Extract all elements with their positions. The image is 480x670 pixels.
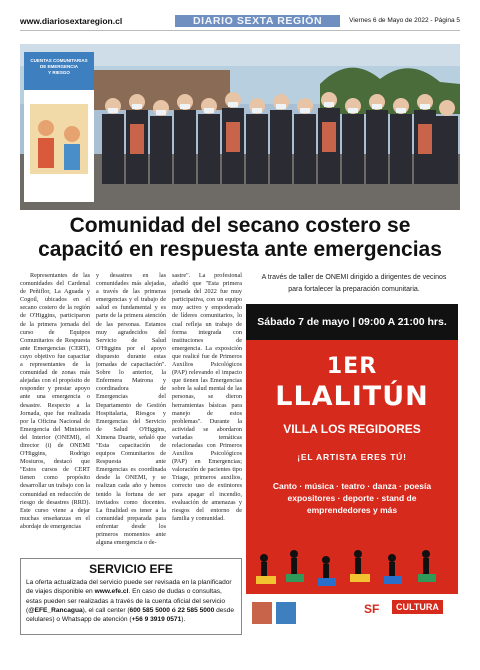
poster-subtitle: VILLA LOS REGIDORES bbox=[283, 422, 421, 436]
efe-phones: 600 585 5000 ó 22 585 5000 bbox=[129, 606, 215, 614]
group-photo bbox=[20, 44, 460, 210]
efe-title: SERVICIO EFE bbox=[89, 562, 173, 576]
poster-tagline: ¡EL ARTISTA ERES TÚ! bbox=[297, 452, 407, 462]
page-header bbox=[20, 14, 460, 31]
community-logo-icon bbox=[276, 602, 296, 624]
issue-date: Viernes 6 de Mayo de 2022 - Página 5 bbox=[349, 17, 460, 24]
logo-cultura: CULTURA bbox=[392, 600, 443, 614]
photo-caption: A través de taller de ONEMI dirigido a dirigentes de vecinos para fortalecer la preparación comunitaria. bbox=[261, 274, 447, 293]
poster-activities: Canto · música · teatro · danza · poesía expositores · deporte · stand de emprendedores y más bbox=[272, 481, 432, 515]
photo-banner-text: CUENTAS COMUNITARIAS DE EMERGENCIA Y RIESGO bbox=[30, 58, 88, 75]
article-body bbox=[20, 272, 242, 557]
poster-title: 1ER LLALITÚN bbox=[275, 354, 429, 412]
efe-text: La oferta actualizada del servicio puede ser revisada en la planificador de viajes disponible en www.efe.cl. En caso de dudas o consultas, estas pueden ser realizadas a través de la cuenta oficial del servicio (@EFE_Rancagua), el call center (600 585 5000 ó 22 585 5000 desde celulares) o Whatsapp de atención (+56 9 3919 0571). bbox=[26, 579, 235, 624]
site-url[interactable]: www.diariosextaregion.cl bbox=[20, 16, 123, 26]
poster-footer bbox=[246, 594, 458, 634]
article-column-1: Representantes de las comunidades del Cardenal de Peñiflor, La Aguada y Cogoil, ubicados en el secano costero de la región de O'Higgins, participaron de la primera jornada del curso de Equipos Comunitarios de Respuesta ante Emergencias (CERT), cuyo objetivo fue capacitar a representantes de la comunidad de zonas más alejadas con el propósito de responder y prestar apoyo ante una emergencia o desastre. Respecto a la Jornada, que fue realizada por la Oficina Nacional de Emergencia del Ministerio del Interior (ONEMI), el director (i) de ONEMI O'Higgins, Rodrigo Mosiuros, destacó que "Estos cursos de CERT tienen como propósito desarrollar un trabajo con la comunidad en reducción de riesgo de desastres (RRD). Este curso viene a dejar muchas enseñanzas en el abordaje de emergencias bbox=[20, 272, 90, 530]
dancers-illustration bbox=[246, 544, 458, 594]
efe-whatsapp: +56 9 3919 0571 bbox=[131, 616, 182, 624]
newspaper-title: DIARIO SEXTA REGIÓN bbox=[175, 15, 340, 27]
logo-sf: SF bbox=[364, 602, 380, 616]
municipal-logo-icon bbox=[252, 602, 272, 624]
article-headline: Comunidad del secano costero se capacitó en respuesta ante emergencias bbox=[38, 214, 442, 261]
event-poster bbox=[246, 304, 458, 634]
efe-handle[interactable]: @EFE_Rancagua bbox=[28, 606, 83, 614]
efe-service-box bbox=[20, 558, 242, 635]
poster-date-time: Sábado 7 de mayo | 09:00 A 21:00 hrs. bbox=[246, 304, 458, 340]
efe-link[interactable]: www.efe.cl bbox=[94, 588, 129, 596]
article-column-2: y desastres en las comunidades más alejadas, a través de las primeras emergencias y el trabajo de salud es fundamental y es parte de la primera atención de las personas. Estamos muy agradecidos del Servicio de Salud O'Higgins por el apoyo dispuesto durante estas jornadas de capacitación". Sobre lo anterior, la Enfermera Matrona y coordinadora de Emergencias del Departamento de Gestión Hospitalaria, Riesgos y Emergencias del Servicio de Salud O'Higgins, Ximena Duarte, señaló que "Esta capacitación de equipos Comunitarios de Respuesta ante Emergencias es coordinada desde la ONEMI, y se realizan cada año y hemos tenido la fortuna de ser invitados como docentes. La finalidad es tener a la comunidad preparada para enfrentar desde los primeros momentos ante alguna emergencia o de- bbox=[96, 272, 166, 547]
article-column-3: sastre". La profesional añadió que "Esta primera jornada del 2022 fue muy participativa, con un equipo muy activo y empoderado de líderes comunitarios, lo cual refleja un trabajo de forma integrada con instituciones de emergencia. La exposición que realicé fue de Primeros Auxilios Psicológicos (PAP) relevando el impacto que tienen las Emergencias sobre la salud mental de las personas, se dieron herramientas básicas para manejo de estos problemas". Durante la actividad se abordaron variadas temáticas relacionadas con Primeros Auxilios Psicológicos (PAP) en Emergencias; valoración de pacientes tipo Triage, primeros auxilios, correcto uso de extintores para apagar el incendio, evaluación de amenazas y riesgos del entorno de familia y comunidad. bbox=[172, 272, 242, 522]
